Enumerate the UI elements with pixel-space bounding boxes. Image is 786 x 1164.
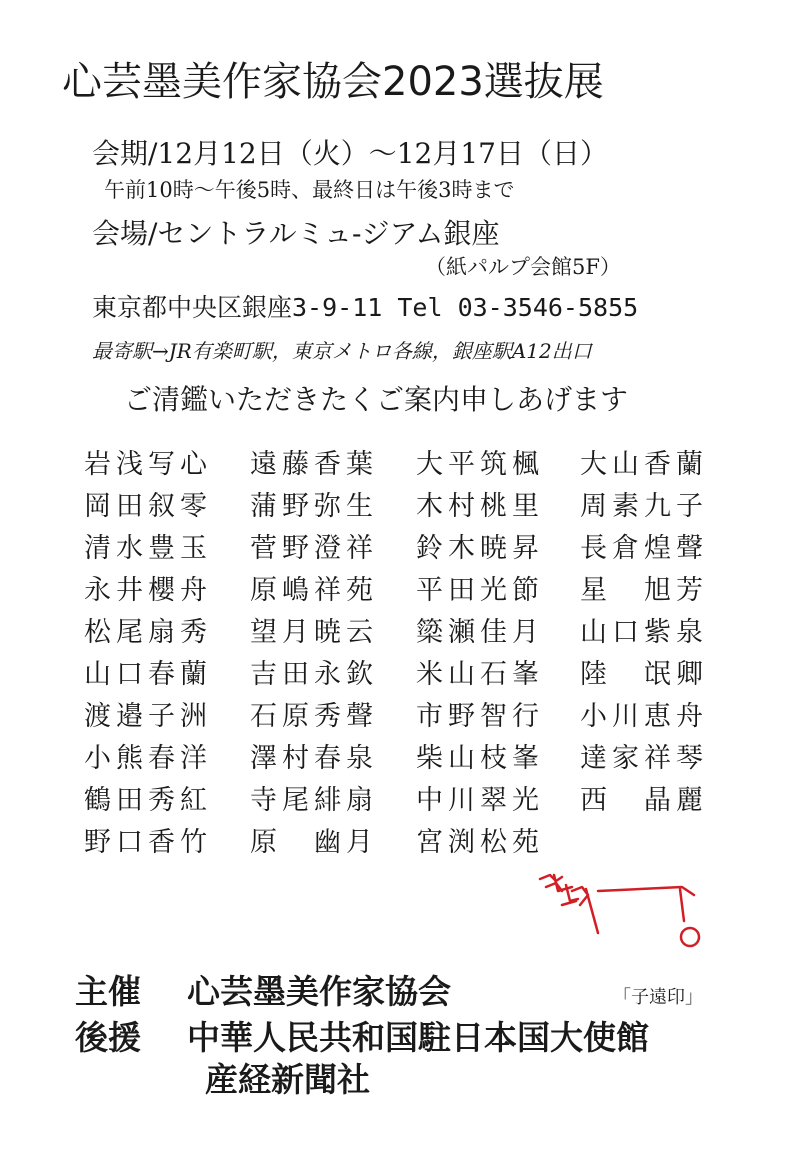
artist-name: 原 幽月 [250, 827, 378, 858]
name-row [84, 696, 724, 738]
artist-name: 柴山枝峯 [416, 743, 544, 774]
artist-name-list [84, 444, 724, 864]
support-label: 後援 [75, 1018, 141, 1057]
artist-name: 簗瀬佳月 [416, 617, 544, 648]
artist-name: 小熊春洋 [84, 743, 212, 774]
artist-name: 大山香蘭 [580, 449, 708, 480]
artist-name: 中川翠光 [416, 785, 544, 816]
artist-name: 石原秀聲 [250, 701, 378, 732]
name-row [84, 822, 724, 864]
artist-name: 菅野澄祥 [250, 533, 378, 564]
red-seal-signature [532, 865, 712, 955]
artist-name: 小川恵舟 [580, 701, 708, 732]
artist-name: 澤村春泉 [250, 743, 378, 774]
artist-name: 陸 氓卿 [580, 659, 708, 690]
name-row [84, 612, 724, 654]
name-row [84, 486, 724, 528]
venue-address: 東京都中央区銀座3-9-11 Tel 03-3546-5855 [92, 293, 639, 322]
artist-name: 山口紫泉 [580, 617, 708, 648]
venue: 会場/セントラルミュ-ジアム銀座 [92, 217, 500, 250]
artist-name: 鈴木暁昇 [416, 533, 544, 564]
artist-name: 西 晶麗 [580, 785, 708, 816]
artist-name: 米山石峯 [416, 659, 544, 690]
supporter-embassy: 中華人民共和国駐日本国大使館 [187, 1018, 649, 1057]
artist-name: 清水豊玉 [84, 533, 212, 564]
artist-name: 野口香竹 [84, 827, 212, 858]
invitation-text: ご清鑑いただきたくご案内申しあげます [124, 383, 629, 416]
artist-name: 市野智行 [416, 701, 544, 732]
artist-name: 永井櫻舟 [84, 575, 212, 606]
access-info: 最寄駅→JR有楽町駅，東京メトロ各線，銀座駅A12出口 [92, 339, 592, 363]
artist-name: 宮渕松苑 [416, 827, 544, 858]
exhibition-title: 心芸墨美作家協会2023選抜展 [62, 59, 604, 105]
seal-label: 「子遠印」 [613, 987, 703, 1008]
name-row [84, 738, 724, 780]
name-row [84, 528, 724, 570]
artist-name: 岡田叙零 [84, 491, 212, 522]
organizer-label: 主催 [75, 972, 141, 1011]
artist-name: 遠藤香葉 [250, 449, 378, 480]
organizer-name: 心芸墨美作家協会 [187, 972, 451, 1011]
artist-name: 山口春蘭 [84, 659, 212, 690]
artist-name: 達家祥琴 [580, 743, 708, 774]
supporter-newspaper: 産経新聞社 [205, 1060, 370, 1099]
name-row [84, 570, 724, 612]
name-row [84, 780, 724, 822]
artist-name: 渡邉子洲 [84, 701, 212, 732]
opening-hours: 午前10時～午後5時、最終日は午後3時まで [104, 178, 515, 202]
artist-name: 岩浅写心 [84, 449, 212, 480]
artist-name: 鶴田秀紅 [84, 785, 212, 816]
artist-name: 星 旭芳 [580, 575, 708, 606]
name-row [84, 444, 724, 486]
artist-name: 原嶋祥苑 [250, 575, 378, 606]
artist-name: 長倉煌聲 [580, 533, 708, 564]
name-row [84, 654, 724, 696]
artist-name: 吉田永欽 [250, 659, 378, 690]
exhibition-period: 会期/12月12日（火）～12月17日（日） [92, 137, 608, 170]
artist-name: 望月暁云 [250, 617, 378, 648]
artist-name: 周素九子 [580, 491, 708, 522]
venue-building: （紙パルプ会館5F） [425, 255, 621, 279]
artist-name: 木村桃里 [416, 491, 544, 522]
artist-name: 平田光節 [416, 575, 544, 606]
artist-name: 寺尾緋扇 [250, 785, 378, 816]
artist-name: 松尾扇秀 [84, 617, 212, 648]
artist-name: 蒲野弥生 [250, 491, 378, 522]
artist-name: 大平筑楓 [416, 449, 544, 480]
